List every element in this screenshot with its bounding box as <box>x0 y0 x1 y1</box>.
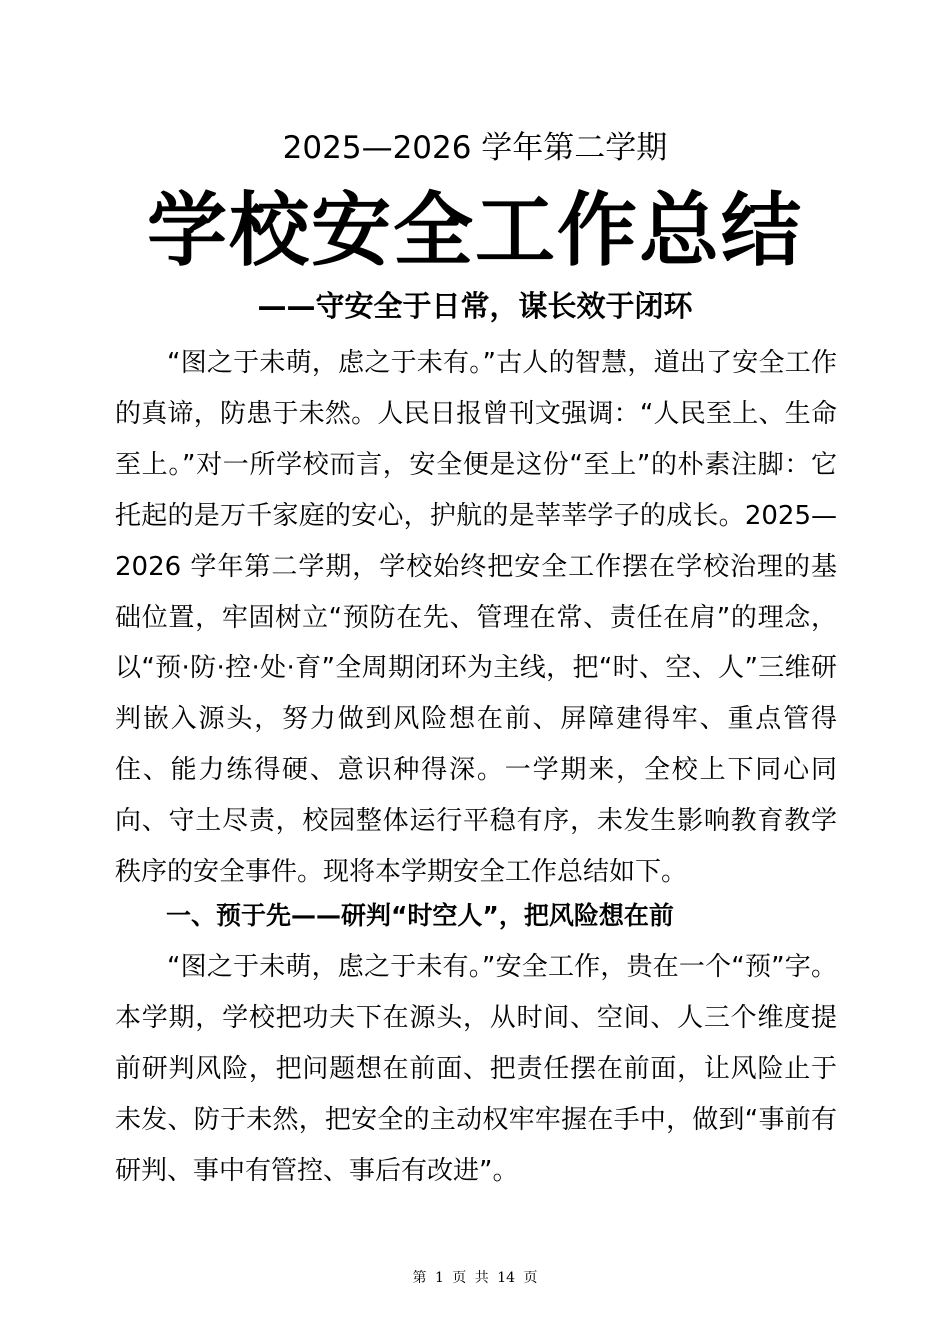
section-1-paragraph: “图之于未萌，虑之于未有。”安全工作，贵在一个“预”字。本学期，学校把功夫下在源头，从时间、空间、人三个维度提前研判风险，把问题想在前面、把责任摆在前面，让风险止于未发、防于未然，把安全的主动权牢牢握在手中，做到“事前有研判、事中有管控、事后有改进”。 <box>115 952 837 1186</box>
intro-paragraph: “图之于未萌，虑之于未有。”古人的智慧，道出了安全工作的真谛，防患于未然。人民日报曾刊文强调：“人民至上、生命至上。”对一所学校而言，安全便是这份“至上”的朴素注脚：它托起的是万千家庭的安心，护航的是莘莘学子的成长。2025—2026 学年第二学期，学校始终把安全工作摆在学校治理的基础位置，牢固树立“预防在先、管理在常、责任在肩”的理念，以“预·防·控·处·育”全周期闭环为主线，把“时、空、人”三维研判嵌入源头，努力做到风险想在前、屏障建得牢、重点管得住、能力练得硬、意识种得深。一学期来，全校上下同心同向、守土尽责，校园整体运行平稳有序，未发生影响教育教学秩序的安全事件。现将本学期安全工作总结如下。 <box>115 348 837 888</box>
year-line: 2025—2026 学年第二学期 <box>282 130 668 166</box>
section-heading-1: 一、预于先——研判“时空人”，把风险想在前 <box>166 901 674 930</box>
page-footer: 第 1 页 共 14 页 <box>412 1270 538 1286</box>
page-subtitle: ——守安全于日常，谋长效于闭环 <box>257 289 693 323</box>
page-title: 学校安全工作总结 <box>147 184 803 277</box>
